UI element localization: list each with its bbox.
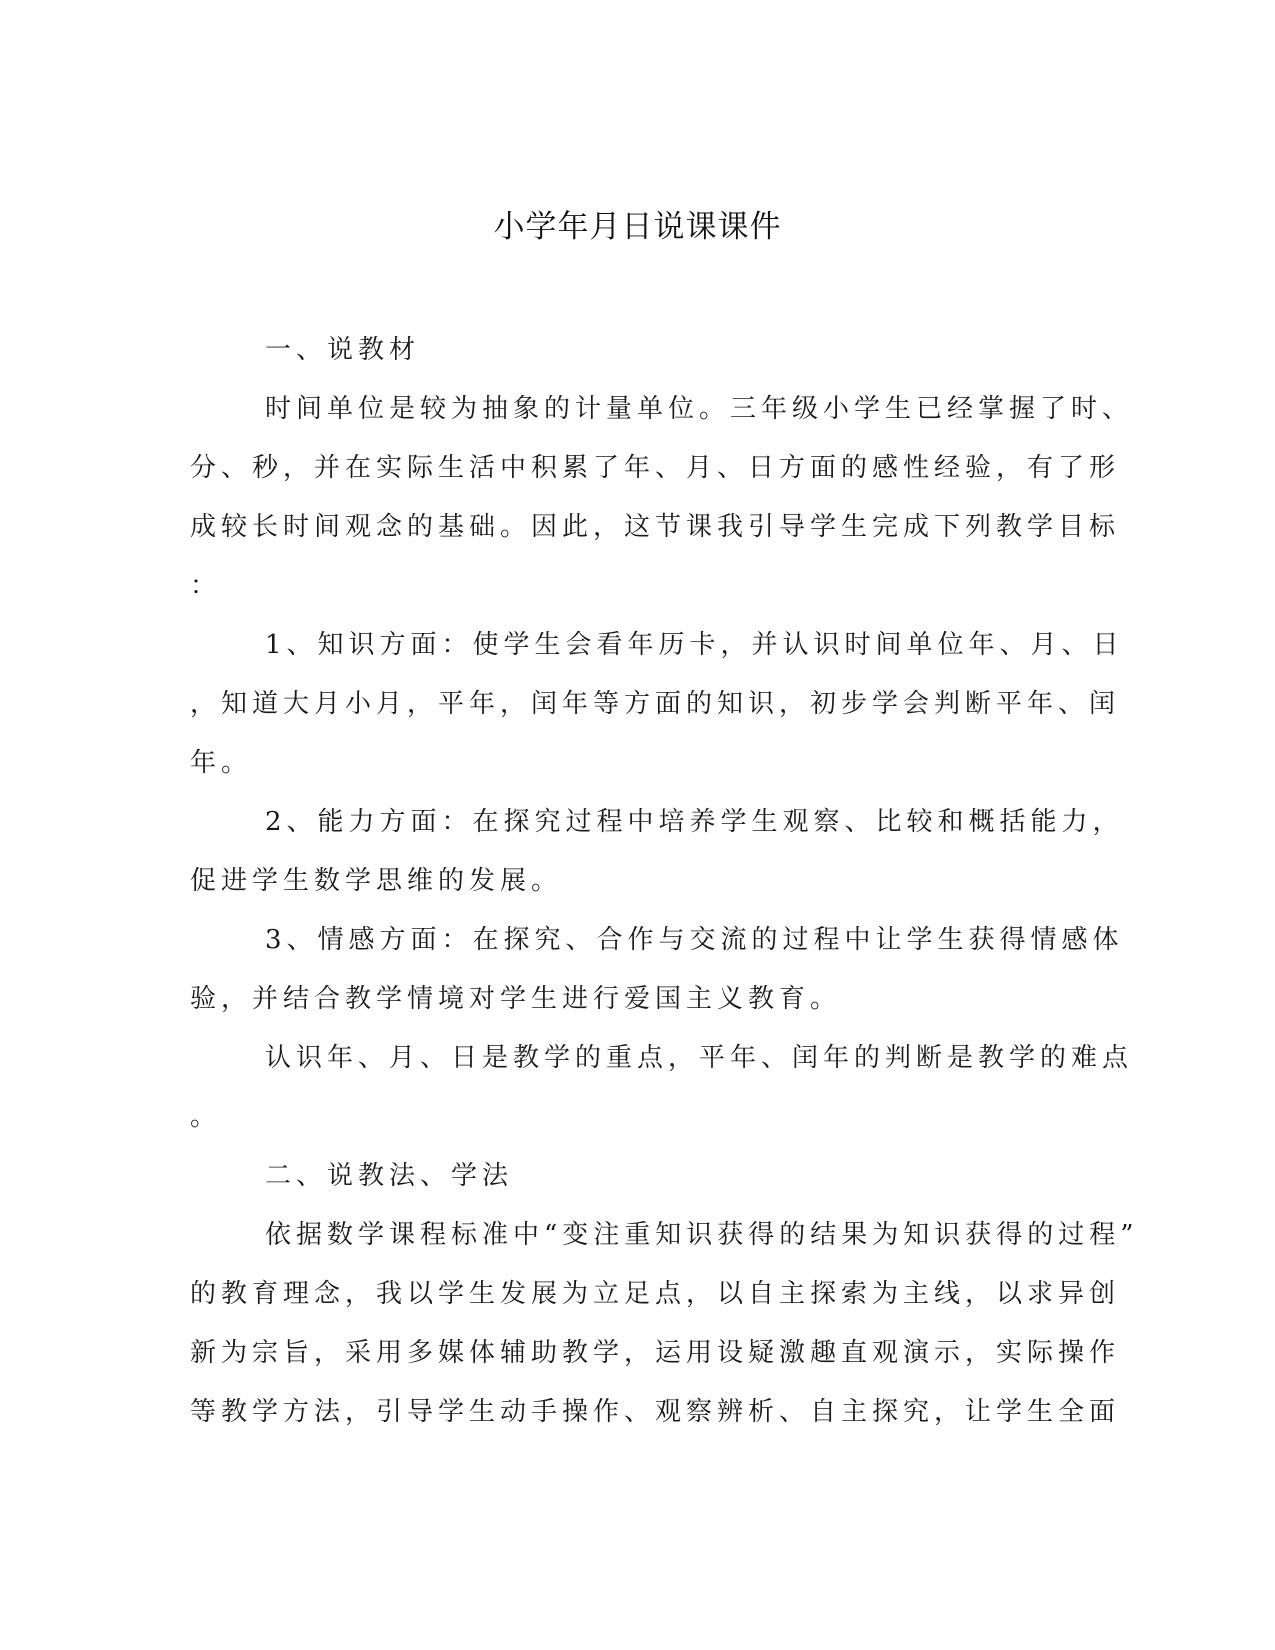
paragraph-line: 等教学方法，引导学生动手操作、观察辨析、自主探究，让学生全面 [190, 1397, 1121, 1427]
section-heading-textbook: 一、说教材 [265, 335, 421, 365]
paragraph-line: ： [190, 571, 222, 601]
paragraph-line: 3、情感方面：在探究、合作与交流的过程中让学生获得情感体 [265, 925, 1124, 955]
paragraph-line: 依据数学课程标准中“变注重知识获得的结果为知识获得的过程” [265, 1220, 1139, 1250]
paragraph-line: 的教育理念，我以学生发展为立足点，以自主探索为主线，以求异创 [190, 1279, 1121, 1309]
paragraph-line: 年。 [190, 748, 253, 778]
paragraph-line: 成较长时间观念的基础。因此，这节课我引导学生完成下列教学目标 [190, 512, 1121, 542]
paragraph-line: 。 [190, 1102, 222, 1132]
section-heading-methods: 二、说教法、学法 [265, 1161, 514, 1191]
paragraph-line: ，知道大月小月，平年，闰年等方面的知识，初步学会判断平年、闰 [190, 689, 1121, 719]
paragraph-line: 促进学生数学思维的发展。 [190, 866, 563, 896]
paragraph-line: 2、能力方面：在探究过程中培养学生观察、比较和概括能力， [265, 807, 1124, 837]
document-title: 小学年月日说课课件 [493, 209, 782, 245]
paragraph-line: 验，并结合教学情境对学生进行爱国主义教育。 [190, 984, 842, 1014]
paragraph-line: 新为宗旨，采用多媒体辅助教学，运用设疑激趣直观演示，实际操作 [190, 1338, 1121, 1368]
paragraph-line: 时间单位是较为抽象的计量单位。三年级小学生已经掌握了时、 [265, 394, 1134, 424]
paragraph-line: 分、秒，并在实际生活中积累了年、月、日方面的感性经验，有了形 [190, 453, 1121, 483]
paragraph-line: 认识年、月、日是教学的重点，平年、闰年的判断是教学的难点 [265, 1043, 1134, 1073]
paragraph-line: 1、知识方面：使学生会看年历卡，并认识时间单位年、月、日 [265, 630, 1124, 660]
